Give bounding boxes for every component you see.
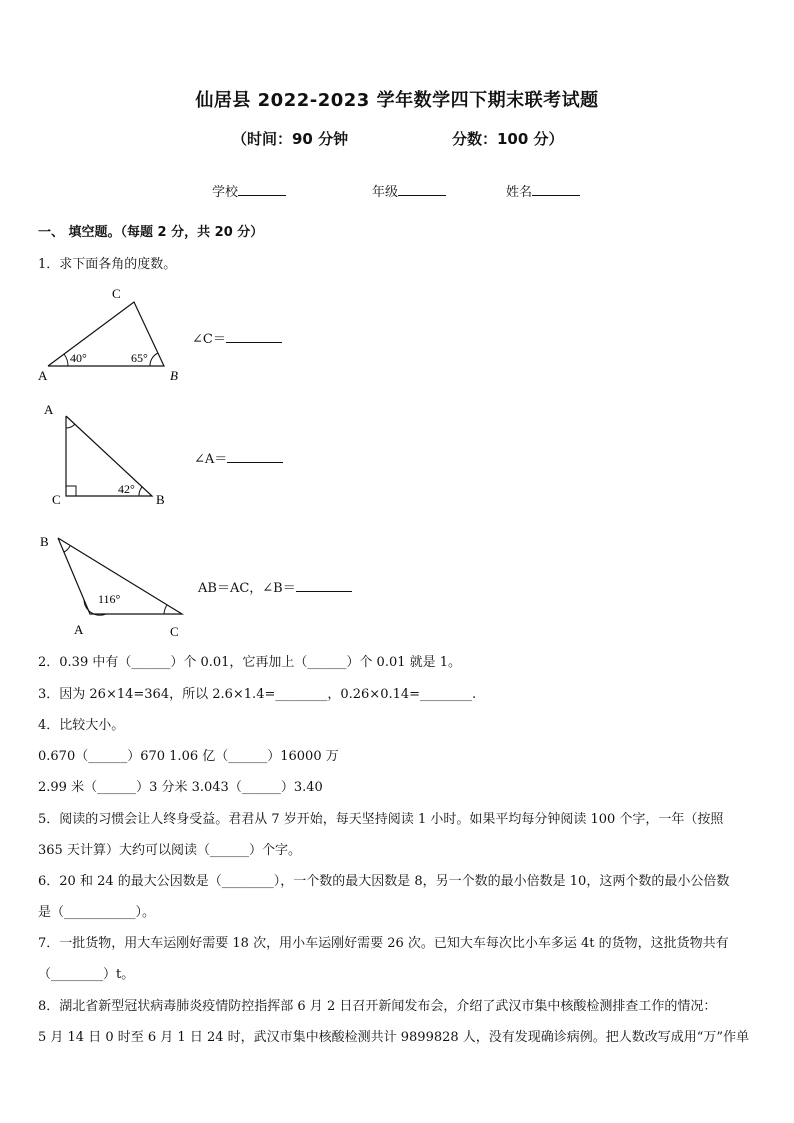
fig1-answer-label: ∠C＝	[192, 332, 226, 347]
fig2-label-c: C	[52, 492, 61, 507]
grade-blank	[398, 183, 446, 196]
name-field	[506, 181, 580, 200]
question-4-line-1: 0.670（______）670 1.06 亿（______）16000 万	[38, 749, 339, 764]
fig3-answer-label: AB＝AC，∠B＝	[198, 581, 296, 596]
school-field	[212, 181, 286, 200]
question-8-line-1: 8．湖北省新型冠状病毒肺炎疫情防控指挥部 6 月 2 日召开新闻发布会，介绍了武汉市集中核酸检测排查工作的情况：	[38, 999, 717, 1014]
fig3-label-a: A	[74, 622, 84, 637]
fig1-answer-blank	[226, 330, 282, 343]
fig3-label-b: B	[40, 534, 49, 549]
fig1-answer	[192, 328, 282, 347]
question-2: 2．0.39 中有（______）个 0.01，它再加上（______）个 0.01 就是 1。	[38, 655, 462, 670]
name-label: 姓名	[506, 185, 533, 200]
fig2-answer-blank	[227, 450, 283, 463]
school-blank	[238, 183, 286, 196]
grade-label: 年级	[372, 185, 399, 200]
fig2-angle-b: 42°	[118, 482, 135, 496]
fig3-angle-a: 116°	[98, 592, 121, 606]
fig1-label-c: C	[112, 286, 121, 301]
triangle-figure-1	[34, 282, 184, 386]
question-7-line-2: （________）t。	[38, 967, 135, 982]
school-label: 学校	[212, 185, 239, 200]
section-heading: 一、 填空题。（每题 2 分，共 20 分）	[38, 225, 264, 240]
fig2-label-b: B	[156, 492, 165, 507]
question-6-line-1: 6．20 和 24 的最大公因数是（________），一个数的最大因数是 8，另一个数的最小倍数是 10，这两个数的最小公倍数	[38, 874, 730, 889]
fig2-answer-label: ∠A＝	[194, 452, 228, 467]
fig2-label-a: A	[44, 402, 54, 417]
fig3-label-c: C	[170, 624, 179, 639]
fig1-angle-a: 40°	[70, 351, 87, 365]
question-4-line-2: 2.99 米（______）3 分米 3.043（______）3.40	[38, 780, 323, 795]
fig3-answer-blank	[296, 579, 352, 592]
name-blank	[532, 183, 580, 196]
question-4: 4．比较大小。	[38, 718, 125, 733]
triangle-figure-3	[36, 528, 192, 644]
exam-title: 仙居县 2022-2023 学年数学四下期末联考试题	[195, 90, 599, 111]
grade-field	[372, 181, 446, 200]
question-7-line-1: 7．一批货物，用大车运刚好需要 18 次，用小车运刚好需要 26 次。已知大车每次比小车多运 4t 的货物，这批货物共有	[38, 936, 729, 951]
question-5-line-1: 5．阅读的习惯会让人终身受益。君君从 7 岁开始，每天坚持阅读 1 小时。如果平均每分钟阅读 100 个字，一年（按照	[38, 812, 724, 827]
question-5-line-2: 365 天计算）大约可以阅读（______）个字。	[38, 843, 301, 858]
question-3: 3．因为 26×14=364，所以 2.6×1.4=________，0.26×0.14=________.	[38, 687, 477, 702]
fig1-angle-b: 65°	[131, 351, 148, 365]
fig1-label-a: A	[38, 368, 48, 383]
question-6-line-2: 是（___________）。	[38, 905, 156, 920]
question-1: 1．求下面各角的度数。	[38, 257, 177, 272]
exam-score: 分数：100 分）	[452, 130, 564, 148]
triangle-figure-2	[38, 400, 170, 512]
fig1-label-b: B	[170, 368, 178, 383]
fig3-answer	[198, 577, 352, 596]
fig2-answer	[194, 448, 283, 467]
question-8-line-2: 5 月 14 日 0 时至 6 月 1 日 24 时，武汉市集中核酸检测共计 9899828 人，没有发现确诊病例。把人数改写成用“万”作单	[38, 1030, 750, 1045]
exam-time: （时间：90 分钟	[232, 130, 349, 148]
